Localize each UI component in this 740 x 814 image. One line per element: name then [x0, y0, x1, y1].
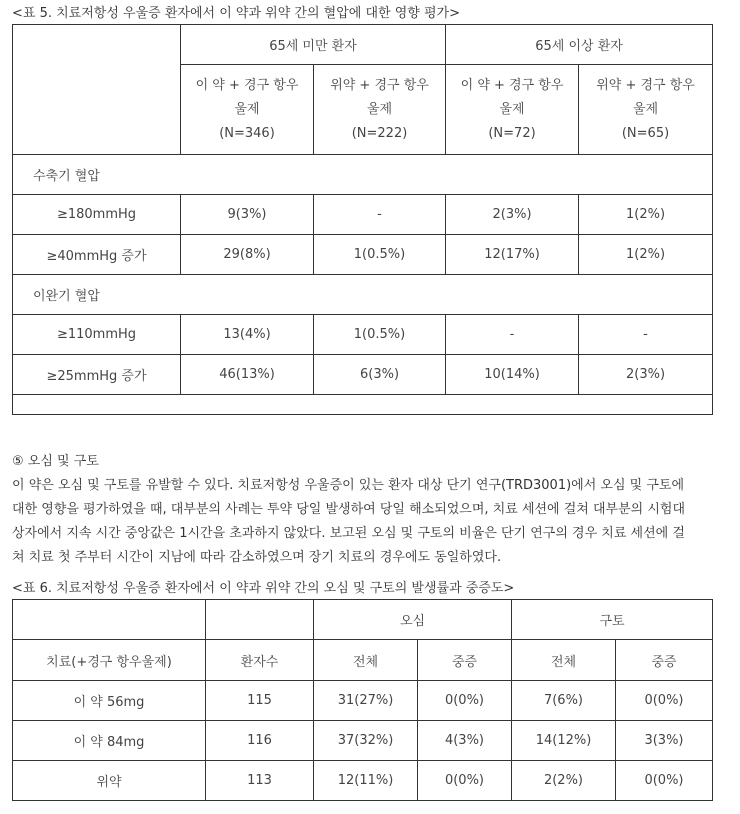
table5-section-systolic: 수축기 혈압 [13, 155, 713, 195]
table6-corner-cell-1 [13, 600, 206, 640]
table5-header-under65-placebo: 위약 + 경구 항우 울제 (N=222) [314, 65, 446, 155]
table5-header-under65-drug: 이 약 + 경구 항우 울제 (N=346) [181, 65, 314, 155]
table6-header-patients: 환자수 [206, 640, 314, 681]
table6-header-treatment: 치료(+경구 항우울제) [13, 640, 206, 681]
section5-line: 상자에서 지속 시간 중앙값은 1시간을 초과하지 않았다. 보고된 오심 및 구토의 비율은 단기 연구의 경우 치료 세션에 걸 [12, 526, 685, 541]
table5-spacer-row [13, 395, 713, 415]
table-row: ≥110mmHg 13(4%) 1(0.5%) - - [13, 315, 713, 355]
table6-group-nausea: 오심 [314, 600, 512, 640]
table-row: 이 약 84mg 116 37(32%) 4(3%) 14(12%) 3(3%) [13, 721, 713, 761]
table5-group-under65: 65세 미만 환자 [181, 25, 446, 65]
table-row: 이 약 56mg 115 31(27%) 0(0%) 7(6%) 0(0%) [13, 681, 713, 721]
table5-header-over65-placebo: 위약 + 경구 항우 울제 (N=65) [579, 65, 713, 155]
section5-text [12, 450, 714, 570]
table-row: ≥40mmHg 증가 29(8%) 1(0.5%) 12(17%) 1(2%) [13, 235, 713, 275]
table5-caption: <표 5. 치료저항성 우울증 환자에서 이 약과 위약 간의 혈압에 대한 영향 평가> [12, 6, 460, 21]
table6-header-vomiting-severe: 중증 [616, 640, 713, 681]
table6-corner-cell-2 [206, 600, 314, 640]
table5-corner-cell [13, 25, 181, 155]
table6-group-vomiting: 구토 [512, 600, 713, 640]
table6-header-nausea-total: 전체 [314, 640, 418, 681]
table5-group-over65: 65세 이상 환자 [446, 25, 713, 65]
section5-line: 이 약은 오심 및 구토를 유발할 수 있다. 치료저항성 우울증이 있는 환자 대상 단기 연구(TRD3001)에서 오심 및 구토에 [12, 478, 685, 493]
table6 [12, 599, 713, 801]
table5 [12, 24, 713, 415]
table6-header-vomiting-total: 전체 [512, 640, 616, 681]
section5-line: 대한 영향을 평가하였을 때, 대부분의 사례는 투약 당일 발생하여 당일 해소되었으며, 치료 세션에 걸쳐 대부분의 시험대 [12, 502, 686, 517]
table-row: ≥25mmHg 증가 46(13%) 6(3%) 10(14%) 2(3%) [13, 355, 713, 395]
table5-header-over65-drug: 이 약 + 경구 항우 울제 (N=72) [446, 65, 579, 155]
table5-section-diastolic: 이완기 혈압 [13, 275, 713, 315]
table6-caption: <표 6. 치료저항성 우울증 환자에서 이 약과 위약 간의 오심 및 구토의 발생률과 중증도> [12, 581, 515, 596]
table-row: 위약 113 12(11%) 0(0%) 2(2%) 0(0%) [13, 761, 713, 801]
table-row: ≥180mmHg 9(3%) - 2(3%) 1(2%) [13, 195, 713, 235]
table6-header-nausea-severe: 중증 [418, 640, 512, 681]
section5-heading: ⑤ 오심 및 구토 [12, 454, 99, 469]
section5-line: 쳐 치료 첫 주부터 시간이 지남에 따라 감소하였으며 장기 치료의 경우에도 동일하였다. [12, 550, 502, 565]
